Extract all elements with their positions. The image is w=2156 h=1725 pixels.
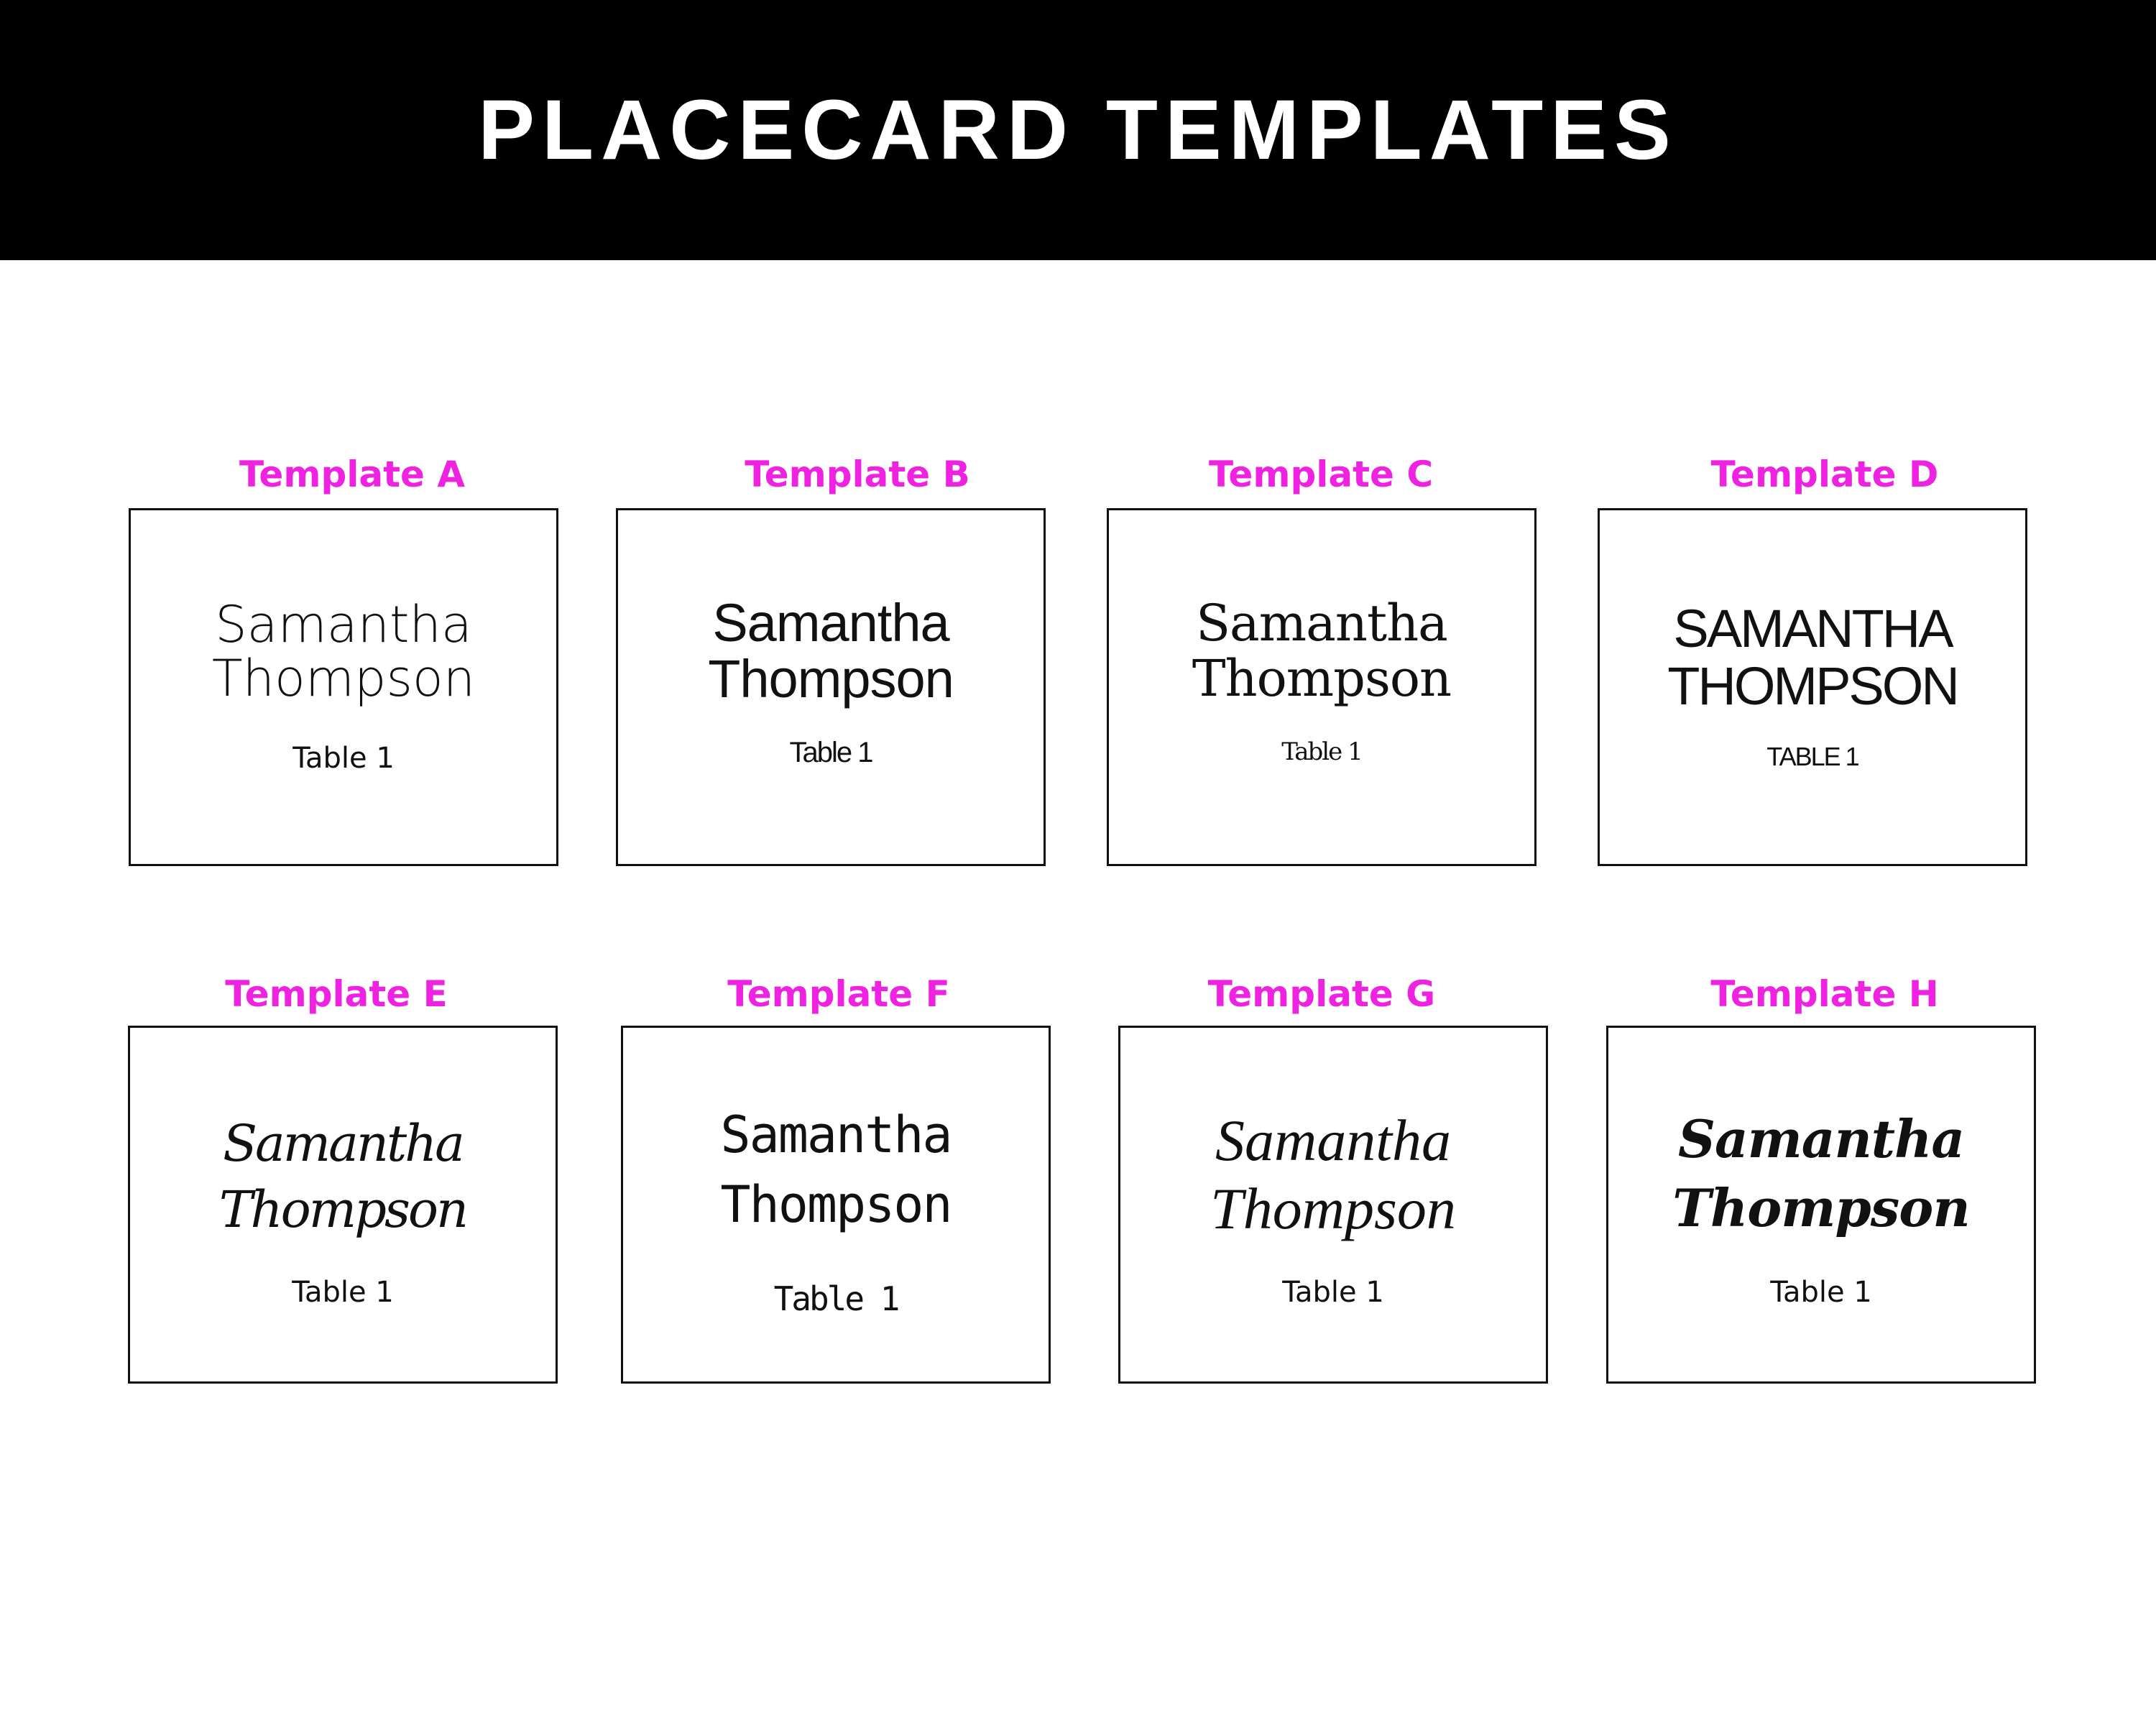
template-d-name-first: SAMANTHA	[1673, 599, 1952, 658]
template-g-label: Template G	[1207, 973, 1436, 1015]
template-b-name-first: Samantha	[712, 593, 949, 653]
template-c-table: Table 1	[1281, 737, 1362, 766]
template-h-table: Table 1	[1770, 1276, 1872, 1309]
template-e-name-last: Thompson	[218, 1180, 467, 1239]
template-g-name-first: Samantha	[1215, 1108, 1451, 1173]
template-f-name-first: Samantha	[720, 1105, 952, 1164]
template-g-name-last: Thompson	[1210, 1176, 1456, 1241]
template-g-table: Table 1	[1282, 1276, 1384, 1309]
template-f-card[interactable]	[621, 1026, 1051, 1384]
template-h-name-last: Thompson	[1672, 1177, 1970, 1238]
template-b-table: Table 1	[789, 737, 872, 768]
template-b-name-last: Thompson	[708, 649, 954, 709]
template-e-name-first: Samantha	[223, 1114, 463, 1173]
template-c-name-last: Thompson	[1192, 649, 1452, 708]
template-b-label: Template B	[745, 454, 970, 495]
template-a-name-last: Thompson	[211, 649, 476, 708]
template-e-table: Table 1	[292, 1276, 394, 1309]
template-a-name-first: Samantha	[215, 595, 472, 654]
template-h-name-first: Samantha	[1677, 1108, 1965, 1169]
template-d-card[interactable]	[1598, 508, 2027, 866]
template-d-name-last: THOMPSON	[1667, 656, 1958, 716]
template-e-card[interactable]	[128, 1026, 558, 1384]
template-c-label: Template C	[1208, 454, 1434, 495]
template-f-table: Table 1	[773, 1279, 898, 1318]
template-e-label: Template E	[225, 973, 448, 1015]
template-f-label: Template F	[727, 973, 950, 1015]
template-d-table: TABLE 1	[1766, 742, 1858, 771]
template-f-name-last: Thompson	[720, 1175, 952, 1234]
template-a-table: Table 1	[292, 742, 395, 775]
template-h-card[interactable]	[1606, 1026, 2036, 1384]
page-title: PLACECARD TEMPLATES	[478, 83, 1678, 178]
header-banner	[0, 0, 2156, 260]
template-b-card[interactable]	[616, 508, 1046, 866]
template-a-card[interactable]	[129, 508, 558, 866]
template-c-name-first: Samantha	[1196, 594, 1447, 653]
template-h-label: Template H	[1710, 973, 1939, 1015]
template-d-label: Template D	[1710, 454, 1939, 495]
template-g-card[interactable]	[1118, 1026, 1548, 1384]
template-c-card[interactable]	[1107, 508, 1537, 866]
template-a-label: Template A	[239, 454, 466, 495]
